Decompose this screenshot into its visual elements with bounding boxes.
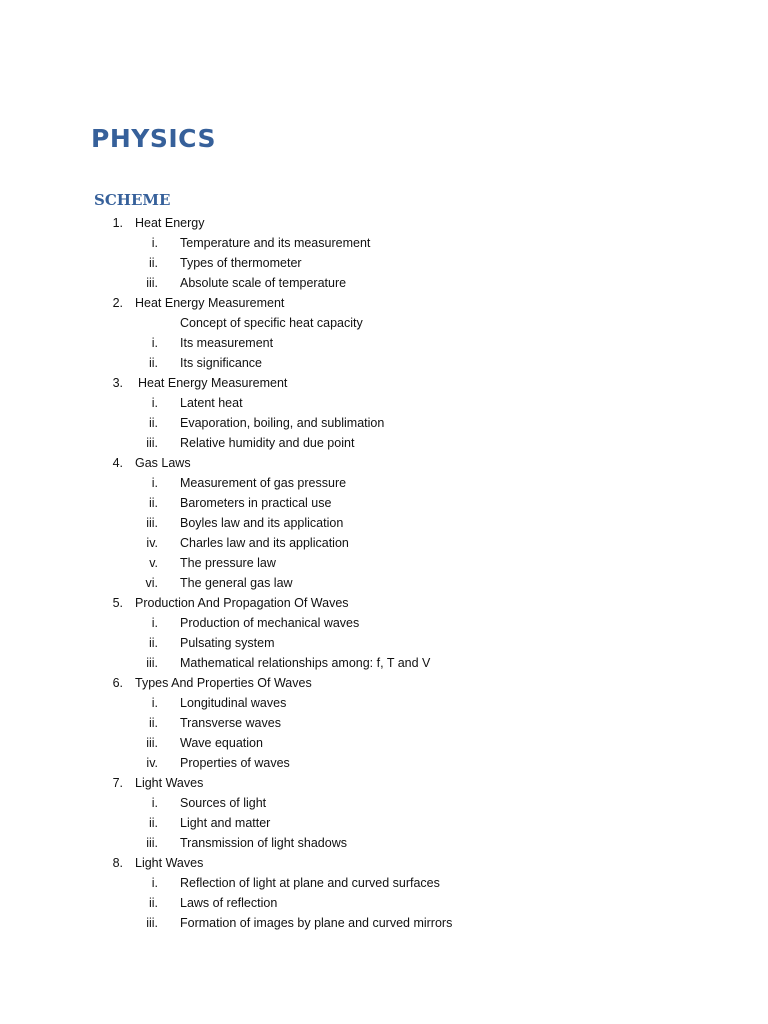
subtopic-marker: vi. bbox=[145, 576, 158, 590]
subtopic-label: Latent heat bbox=[180, 396, 243, 410]
subtopic-label: Mathematical relationships among: f, T and V bbox=[180, 656, 431, 670]
subtopic-label: Production of mechanical waves bbox=[180, 616, 360, 630]
subtopic-label: Measurement of gas pressure bbox=[180, 476, 347, 490]
subtopic-marker: i. bbox=[151, 396, 158, 410]
subtopic-marker: v. bbox=[149, 556, 158, 570]
subtopic-label: Evaporation, boiling, and sublimation bbox=[180, 416, 385, 430]
subtopic-label: Light and matter bbox=[180, 816, 271, 830]
subtopic-marker: i. bbox=[151, 236, 158, 250]
subtopic-label: Properties of waves bbox=[180, 756, 290, 770]
subtopic-label: Boyles law and its application bbox=[180, 516, 344, 530]
topic-row bbox=[0, 673, 768, 693]
subtopic-marker: iii. bbox=[146, 516, 158, 530]
subtopic-label: Charles law and its application bbox=[180, 536, 349, 550]
subtopic-marker: iii. bbox=[146, 836, 158, 850]
subtopic-marker: i. bbox=[151, 796, 158, 810]
subtopic-label: The general gas law bbox=[180, 576, 293, 590]
subtopic-row bbox=[0, 473, 768, 493]
topic-number: 1. bbox=[112, 216, 123, 230]
topic-number: 4. bbox=[112, 456, 123, 470]
subtopic-marker: iii. bbox=[146, 276, 158, 290]
topic-label: Types And Properties Of Waves bbox=[135, 676, 312, 690]
subtopic-label: Concept of specific heat capacity bbox=[180, 316, 363, 330]
scheme-list bbox=[0, 213, 768, 933]
subtopic-label: Reflection of light at plane and curved surfaces bbox=[180, 876, 440, 890]
subtopic-row bbox=[0, 353, 768, 373]
subtopic-row bbox=[0, 693, 768, 713]
subtopic-marker: iii. bbox=[146, 736, 158, 750]
subtopic-label: Absolute scale of temperature bbox=[180, 276, 347, 290]
subtopic-marker: ii. bbox=[148, 636, 158, 650]
topic-row bbox=[0, 773, 768, 793]
subtopic-label: Sources of light bbox=[180, 796, 267, 810]
topic-row bbox=[0, 593, 768, 613]
subtopic-row bbox=[0, 653, 768, 673]
subtopic-row bbox=[0, 493, 768, 513]
topic-row bbox=[0, 453, 768, 473]
subtopic-label: Longitudinal waves bbox=[180, 696, 287, 710]
subtopic-row bbox=[0, 553, 768, 573]
subtopic-label: Pulsating system bbox=[180, 636, 275, 650]
subtopic-label: Relative humidity and due point bbox=[180, 436, 355, 450]
subtopic-row bbox=[0, 613, 768, 633]
subtopic-row bbox=[0, 873, 768, 893]
subtopic-row bbox=[0, 433, 768, 453]
subtopic-marker: i. bbox=[151, 876, 158, 890]
subtopic-label: Types of thermometer bbox=[180, 256, 302, 270]
subtopic-row bbox=[0, 253, 768, 273]
subtopic-marker: iv. bbox=[146, 536, 158, 550]
topic-row bbox=[0, 373, 768, 393]
section-heading: SCHEME bbox=[94, 191, 171, 209]
subtopic-row bbox=[0, 573, 768, 593]
subtopic-marker: i. bbox=[151, 336, 158, 350]
topic-row bbox=[0, 853, 768, 873]
subtopic-label: Barometers in practical use bbox=[180, 496, 332, 510]
subtopic-row bbox=[0, 913, 768, 933]
topic-number: 5. bbox=[112, 596, 123, 610]
subtopic-marker: ii. bbox=[148, 716, 158, 730]
subtopic-row bbox=[0, 273, 768, 293]
subtopic-row bbox=[0, 413, 768, 433]
topic-row bbox=[0, 213, 768, 233]
subtopic-row bbox=[0, 313, 768, 333]
subtopic-row bbox=[0, 893, 768, 913]
topic-label: Heat Energy Measurement bbox=[138, 376, 288, 390]
subtopic-label: Laws of reflection bbox=[180, 896, 278, 910]
subtopic-row bbox=[0, 813, 768, 833]
subtopic-row bbox=[0, 333, 768, 353]
subtopic-marker: ii. bbox=[148, 816, 158, 830]
subtopic-marker: iii. bbox=[146, 436, 158, 450]
topic-label: Production And Propagation Of Waves bbox=[135, 596, 349, 610]
subtopic-row bbox=[0, 713, 768, 733]
topic-label: Heat Energy bbox=[135, 216, 205, 230]
document-title: PHYSICS bbox=[91, 124, 216, 153]
topic-number: 3. bbox=[112, 376, 123, 390]
subtopic-marker: i. bbox=[151, 616, 158, 630]
subtopic-marker: ii. bbox=[148, 356, 158, 370]
subtopic-marker: i. bbox=[151, 476, 158, 490]
subtopic-row bbox=[0, 393, 768, 413]
topic-label: Light Waves bbox=[135, 856, 204, 870]
topic-label: Gas Laws bbox=[135, 456, 191, 470]
subtopic-marker: iii. bbox=[146, 916, 158, 930]
topic-number: 6. bbox=[112, 676, 123, 690]
subtopic-label: Transmission of light shadows bbox=[180, 836, 347, 850]
subtopic-row bbox=[0, 233, 768, 253]
subtopic-row bbox=[0, 533, 768, 553]
topic-number: 2. bbox=[112, 296, 123, 310]
subtopic-label: The pressure law bbox=[180, 556, 276, 570]
subtopic-row bbox=[0, 793, 768, 813]
subtopic-marker: ii. bbox=[148, 896, 158, 910]
subtopic-label: Wave equation bbox=[180, 736, 263, 750]
subtopic-label: Transverse waves bbox=[180, 716, 281, 730]
topic-number: 7. bbox=[112, 776, 123, 790]
subtopic-row bbox=[0, 753, 768, 773]
subtopic-row bbox=[0, 513, 768, 533]
subtopic-marker: iv. bbox=[146, 756, 158, 770]
subtopic-marker: iii. bbox=[146, 656, 158, 670]
subtopic-row bbox=[0, 733, 768, 753]
subtopic-label: Its measurement bbox=[180, 336, 274, 350]
subtopic-marker: ii. bbox=[148, 416, 158, 430]
subtopic-label: Formation of images by plane and curved mirrors bbox=[180, 916, 453, 930]
subtopic-label: Its significance bbox=[180, 356, 262, 370]
topic-label: Heat Energy Measurement bbox=[135, 296, 285, 310]
topic-row bbox=[0, 293, 768, 313]
subtopic-row bbox=[0, 633, 768, 653]
topic-number: 8. bbox=[112, 856, 123, 870]
subtopic-marker: ii. bbox=[148, 496, 158, 510]
subtopic-row bbox=[0, 833, 768, 853]
topic-label: Light Waves bbox=[135, 776, 204, 790]
subtopic-marker: i. bbox=[151, 696, 158, 710]
subtopic-label: Temperature and its measurement bbox=[180, 236, 371, 250]
subtopic-marker: ii. bbox=[148, 256, 158, 270]
